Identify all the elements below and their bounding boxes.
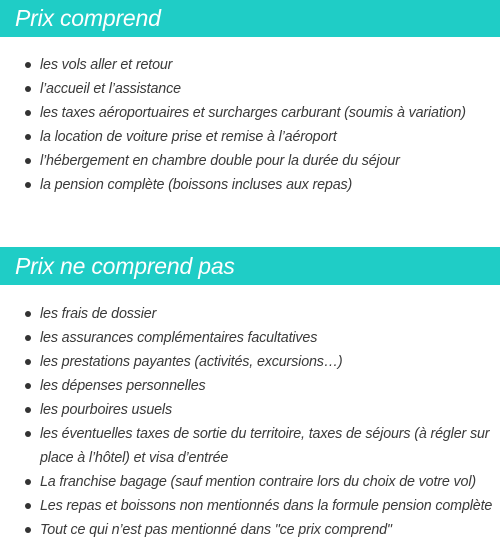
bullet-icon: [25, 110, 31, 116]
list-item-text: les vols aller et retour: [40, 57, 173, 73]
list-item: [0, 302, 500, 326]
bullet-icon: [25, 359, 31, 365]
list-item-text: les taxes aéroportuaires et surcharges carburant (soumis à variation): [40, 105, 466, 121]
list-item-text: Tout ce qui n’est pas mentionné dans "ce prix comprend": [40, 522, 392, 538]
list-item: [0, 77, 500, 101]
list-item-text: les pourboires usuels: [40, 402, 172, 418]
bullet-icon: [25, 479, 31, 485]
bullet-icon: [25, 158, 31, 164]
list-item: [0, 398, 500, 422]
list-item-text: l’accueil et l’assistance: [40, 81, 181, 97]
bullet-icon: [25, 335, 31, 341]
list-item-text: La franchise bagage (sauf mention contraire lors du choix de votre vol): [40, 474, 476, 490]
list-item-text: les dépenses personnelles: [40, 378, 206, 394]
list-item-text: la pension complète (boissons incluses aux repas): [40, 177, 353, 193]
list-item: [0, 326, 500, 350]
list-item: [0, 422, 500, 470]
bullet-icon: [25, 407, 31, 413]
price-excludes-title: Prix ne comprend pas: [0, 247, 500, 285]
bullet-icon: [25, 86, 31, 92]
list-item: [0, 173, 500, 197]
list-item: [0, 350, 500, 374]
list-item-text: la location de voiture prise et remise à l’aéroport: [40, 129, 337, 145]
bullet-icon: [25, 503, 31, 509]
list-item: [0, 518, 500, 542]
bullet-icon: [25, 527, 31, 533]
bullet-icon: [25, 62, 31, 68]
price-includes-section: [0, 0, 500, 197]
price-includes-title: Prix comprend: [0, 0, 500, 37]
list-item-text: Les repas et boissons non mentionnés dans la formule pension complète: [40, 498, 493, 514]
list-item: [0, 470, 500, 494]
list-item: [0, 101, 500, 125]
list-item-text: les assurances complémentaires facultatives: [40, 330, 318, 346]
price-excludes-section: [0, 247, 500, 542]
price-excludes-list: [0, 302, 500, 542]
list-item: [0, 494, 500, 518]
bullet-icon: [25, 383, 31, 389]
list-item: [0, 125, 500, 149]
bullet-icon: [25, 311, 31, 317]
list-item: [0, 374, 500, 398]
price-includes-list: [0, 53, 500, 197]
list-item: [0, 149, 500, 173]
list-item-text: l’hébergement en chambre double pour la durée du séjour: [40, 153, 400, 169]
bullet-icon: [25, 182, 31, 188]
list-item-text: les prestations payantes (activités, excursions…): [40, 354, 343, 370]
bullet-icon: [25, 134, 31, 140]
list-item-text: les éventuelles taxes de sortie du territoire, taxes de séjours (à régler sur place à l’hôtel) et visa d’entrée: [40, 426, 490, 466]
bullet-icon: [25, 431, 31, 437]
list-item-text: les frais de dossier: [40, 306, 157, 322]
list-item: [0, 53, 500, 77]
